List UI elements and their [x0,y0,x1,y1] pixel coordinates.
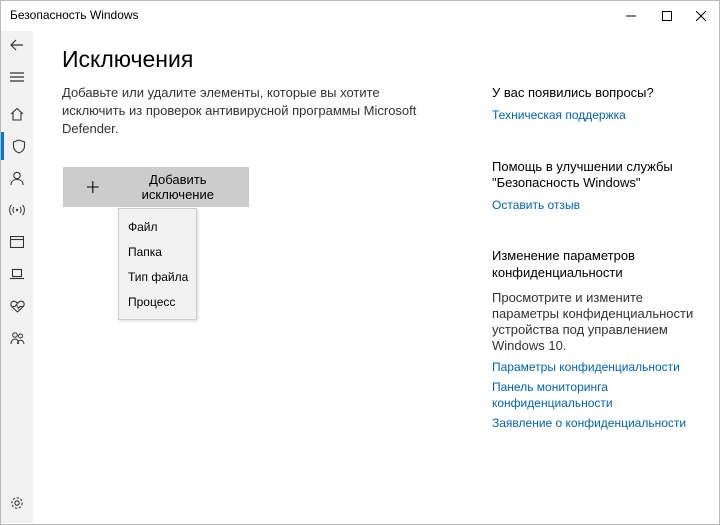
plus-icon [85,179,101,195]
sidebar-item-family-options[interactable] [1,324,33,352]
sidebar-item-app-browser[interactable] [1,228,33,256]
window-title: Безопасность Windows [10,8,139,22]
privacy-settings-link[interactable]: Параметры конфиденциальности [492,360,680,374]
sidebar-item-device-security[interactable] [1,260,33,288]
sidebar-item-virus-protection[interactable] [1,132,33,160]
minimize-icon [626,11,636,21]
improve-heading-line1: Помощь в улучшении службы [492,159,673,174]
exclusion-type-menu [118,208,197,320]
privacy-text-line: Просмотрите и измените [492,290,644,305]
laptop-icon [10,268,24,280]
back-arrow-icon [10,39,24,51]
person-icon [10,171,24,186]
family-icon [10,331,25,345]
app-window-icon [10,236,24,248]
privacy-dashboard-link-line2[interactable]: конфиденциальности [492,396,613,410]
sidebar [1,31,33,523]
home-icon [10,107,24,121]
sidebar-item-settings[interactable] [1,489,33,517]
menu-item-folder[interactable]: Папка [128,245,162,259]
privacy-text-line: параметры конфиденциальности [492,306,694,321]
minimize-button[interactable] [613,2,649,30]
menu-item-file-type[interactable]: Тип файла [128,270,189,284]
shield-icon [12,139,26,154]
privacy-heading-line1: Изменение параметров [492,248,635,263]
improve-heading-line2: "Безопасность Windows" [492,175,641,190]
help-heading: У вас появились вопросы? [492,85,654,100]
page-title: Исключения [62,46,194,72]
add-exclusion-label: Добавить исключение [141,172,214,202]
tech-support-link[interactable]: Техническая поддержка [492,108,626,122]
privacy-heading-line2: конфиденциальности [492,265,623,280]
main-content [33,31,719,523]
privacy-text-line: Windows 10. [492,338,567,353]
sidebar-item-account[interactable] [1,164,33,192]
menu-item-file[interactable]: Файл [128,220,158,234]
privacy-dashboard-link-line1[interactable]: Панель мониторинга [492,380,608,394]
sidebar-item-home[interactable] [1,100,33,128]
title-bar [1,1,719,31]
menu-item-process[interactable]: Процесс [128,295,176,309]
maximize-icon [662,11,672,21]
close-button[interactable] [683,2,719,30]
sidebar-item-firewall[interactable] [1,196,33,224]
close-icon [696,11,706,21]
feedback-link[interactable]: Оставить отзыв [492,198,580,212]
menu-button[interactable] [1,63,33,91]
heart-pulse-icon [10,300,25,313]
sidebar-item-device-health[interactable] [1,292,33,320]
add-exclusion-button[interactable] [63,167,249,207]
back-button[interactable] [1,31,33,59]
wireless-icon [9,204,25,216]
privacy-text-line: устройства под управлением [492,322,668,337]
page-description: Добавьте или удалите элементы, которые вы хотите исключить из проверок антивирусной программы Microsoft Defender. [62,85,417,136]
hamburger-icon [10,72,24,82]
gear-icon [10,496,24,510]
maximize-button[interactable] [649,2,685,30]
privacy-statement-link[interactable]: Заявление о конфиденциальности [492,416,687,430]
